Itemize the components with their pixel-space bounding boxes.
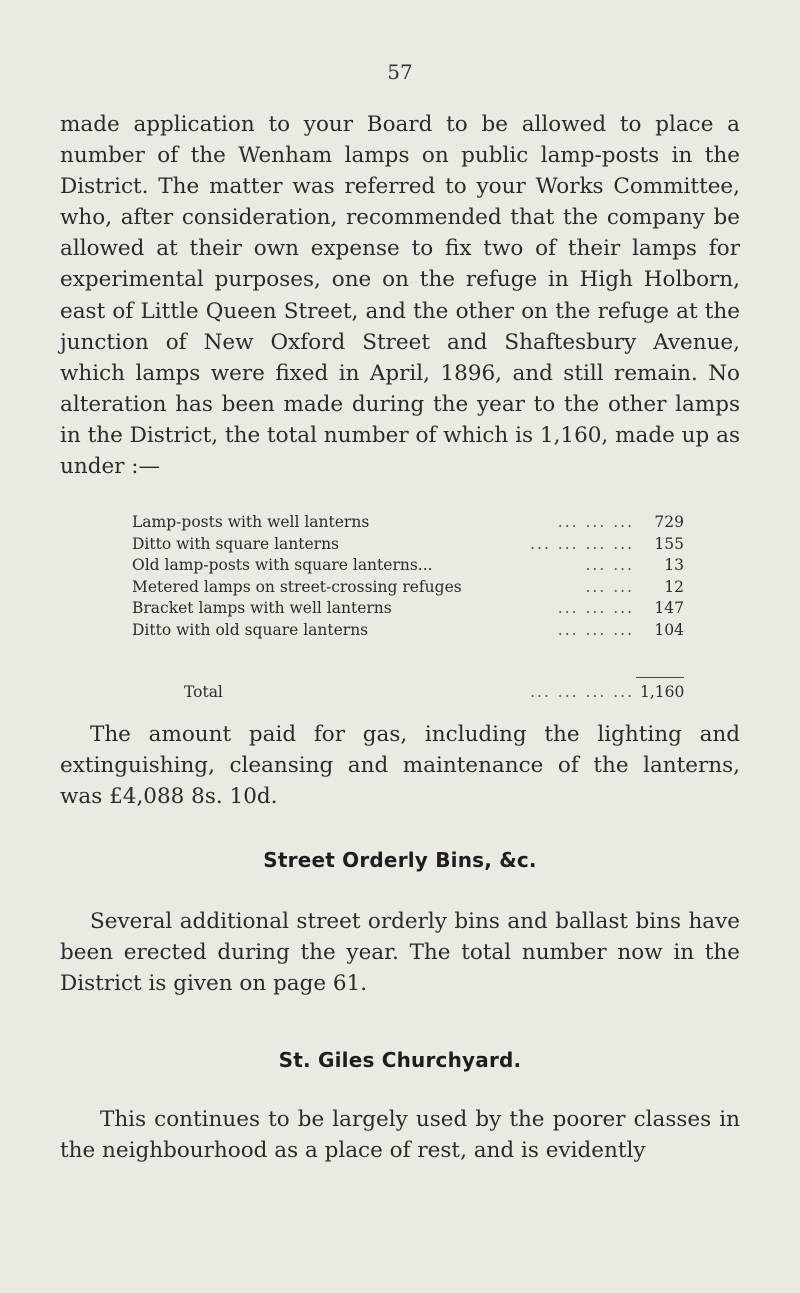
page-number: 57 [387, 60, 413, 84]
lamp-count-value: 12 [664, 577, 684, 596]
table-row [132, 598, 684, 620]
leader-dots: ... ... [585, 556, 634, 574]
lamp-count-value: 729 [654, 513, 684, 531]
lamp-type-label: Lamp-posts with well lanterns [132, 513, 370, 531]
lamp-type-label: Old lamp-posts with square lanterns... [132, 556, 433, 574]
leader-dots: ... ... ... [557, 599, 634, 617]
paragraph-gas-cost: The amount paid for gas, including the lighting and extinguishing, cleansing and maintenance of the lanterns, was £4,088 8s. 10d. [60, 722, 740, 810]
paragraph-churchyard: This continues to be largely used by the poorer classes in the neighbourhood as a place of rest, and is evidently [60, 1107, 740, 1164]
table-row [132, 620, 684, 642]
table-row [132, 555, 684, 577]
section-heading-orderly-bins: Street Orderly Bins, &c. [263, 848, 537, 872]
leader-dots: ... ... ... [557, 513, 634, 531]
lamp-type-label: Ditto with square lanterns [132, 534, 340, 553]
lamp-type-label: Bracket lamps with well lanterns [132, 599, 392, 617]
total-divider [636, 677, 684, 678]
table-row [132, 534, 684, 556]
lamp-count-value: 155 [654, 534, 684, 553]
section-heading-churchyard: St. Giles Churchyard. [278, 1048, 522, 1072]
lamp-count-value: 147 [654, 599, 684, 617]
total-row [184, 682, 684, 704]
paragraph-wenham-lamps: made application to your Board to be allowed to place a number of the Wenham lamps on public lamp-posts in the District. The matter was referred to your Works Committee, who, after consideration, recommended that the company be allowed at their own expense to fix two of their lamps for experimental purposes, one on the refuge in High Holborn, east of Little Queen Street, and the other on the refuge at the junction of New Oxford Street and Shaftesbury Avenue, which lamps were fixed in April, 1896, and still remain. No alteration has been made during the year to the other lamps in the District, the total number of which is 1,160, made up as under :— [60, 112, 740, 480]
total-label: Total [184, 683, 223, 701]
leader-dots: ... ... ... ... [530, 534, 634, 553]
leader-dots: ... ... [585, 577, 634, 596]
lamp-count-table [132, 512, 684, 641]
lamp-count-value: 13 [664, 556, 684, 574]
lamp-count-value: 104 [654, 620, 684, 639]
lamp-type-label: Ditto with old square lanterns [132, 620, 369, 639]
paragraph-orderly-bins: Several additional street orderly bins and ballast bins have been erected during the year. The total number now in the District is given on page 61. [60, 909, 740, 997]
table-row [132, 512, 684, 534]
leader-dots: ... ... ... ... [530, 683, 634, 701]
leader-dots: ... ... ... [557, 620, 634, 639]
lamp-type-label: Metered lamps on street-crossing refuges [132, 577, 462, 596]
table-row [132, 577, 684, 599]
total-value: 1,160 [640, 683, 685, 701]
